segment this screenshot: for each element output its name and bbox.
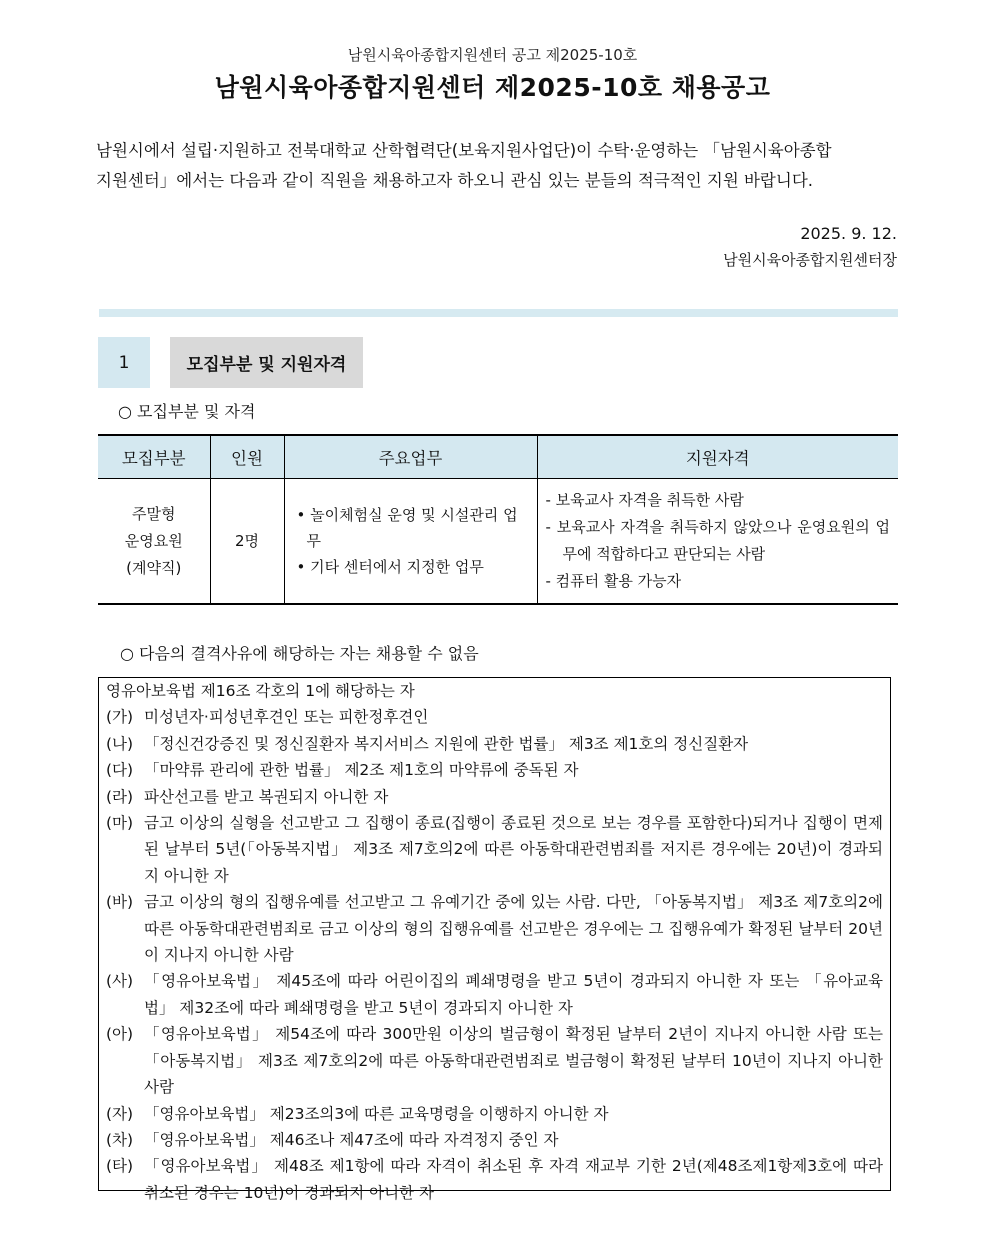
qualifications-cell <box>537 479 898 605</box>
column-header: 모집부분 <box>98 435 210 479</box>
item-mark: (아) <box>106 1025 134 1044</box>
section-title: 모집부분 및 지원자격 <box>170 337 363 388</box>
item-text: 「영유아보육법」 제54조에 따라 300만원 이상의 벌금형이 확정된 날부터 2년이 지나지 아니한 사람 또는 「아동복지법」 제3조 제7호의2에 따른 아동학대관련범죄로 벌금형이 확정된 날부터 10년이 지나지 아니한 사람 <box>144 1025 883 1097</box>
item-text: 「영유아보육법」 제46조나 제47조에 따라 자격정지 중인 자 <box>144 1130 559 1149</box>
list-item <box>106 784 883 810</box>
qualification-item: - 컴퓨터 활용 가능자 <box>545 572 682 590</box>
item-text: 「영유아보육법」 제48조 제1항에 따라 자격이 취소된 후 자격 재교부 기한 2년(제48조제1항제3호에 따라 취소된 경우는 10년)이 경과되지 아니한 자 <box>144 1157 883 1202</box>
intro-line: 남원시에서 설립·지원하고 전북대학교 산학협력단(보육지원사업단)이 수탁·운영하는 「남원시육아종합 <box>96 141 832 160</box>
column-header: 지원자격 <box>537 435 898 479</box>
list-item <box>106 810 883 889</box>
list-item <box>106 1127 883 1153</box>
item-text: 「영유아보육법」 제45조에 따라 어린이집의 폐쇄명령을 받고 5년이 경과되지 아니한 자 또는 「유아교육법」 제32조에 따라 폐쇄명령을 받고 5년이 경과되지 아니한 자 <box>144 972 883 1017</box>
qualification-item: - 보육교사 자격을 취득한 사람 <box>545 491 744 509</box>
headcount-cell: 2명 <box>210 479 284 605</box>
position-line: (계약직) <box>126 558 182 577</box>
position-cell <box>98 479 210 605</box>
intro-paragraph <box>96 136 898 196</box>
duty-item: • 놀이체험실 운영 및 시설관리 업무 <box>296 506 518 550</box>
item-mark: (가) <box>106 708 134 727</box>
item-text: 「영유아보육법」 제23조의3에 따른 교육명령을 이행하지 아니한 자 <box>144 1104 609 1123</box>
list-item <box>106 968 883 1021</box>
item-mark: (사) <box>106 972 134 991</box>
item-mark: (바) <box>106 893 134 912</box>
qualification-item: - 보육교사 자격을 취득하지 않았으나 운영요원의 업무에 적합하다고 판단되는 사람 <box>545 518 890 563</box>
list-item <box>106 757 883 783</box>
section-number-badge: 1 <box>98 337 150 388</box>
list-item <box>106 731 883 757</box>
notice-date: 2025. 9. 12. <box>800 224 897 243</box>
item-text: 금고 이상의 실형을 선고받고 그 집행이 종료(집행이 종료된 것으로 보는 경우를 포함한다)되거나 집행이 면제된 날부터 5년(「아동복지법」 제3조 제7호의2에 따른 아동학대관련범죄를 저지른 경우에는 20년)이 경과되지 아니한 자 <box>144 814 883 885</box>
notice-number: 남원시육아종합지원센터 공고 제2025-10호 <box>347 46 638 64</box>
list-item <box>106 1153 883 1206</box>
list-item <box>106 889 883 968</box>
position-line: 주말형 <box>132 504 176 523</box>
issuing-organization: 남원시육아종합지원센터장 <box>723 251 897 269</box>
item-text: 「마약류 관리에 관한 법률」 제2조 제1호의 마약류에 중독된 자 <box>144 761 579 780</box>
intro-line: 지원센터」에서는 다음과 같이 직원을 채용하고자 하오니 관심 있는 분들의 적극적인 지원 바랍니다. <box>96 171 813 190</box>
disqualification-box <box>98 677 891 1202</box>
page-title: 남원시육아종합지원센터 제2025-10호 채용공고 <box>214 73 771 102</box>
subheading-recruitment: ○ 모집부분 및 자격 <box>118 402 256 421</box>
item-mark: (라) <box>106 787 134 806</box>
table-row <box>98 479 898 605</box>
item-text: 파산선고를 받고 복권되지 아니한 자 <box>144 787 389 806</box>
recruitment-table <box>98 434 898 605</box>
item-mark: (타) <box>106 1157 134 1176</box>
item-text: 미성년자·피성년후견인 또는 피한정후견인 <box>144 708 429 727</box>
item-mark: (마) <box>106 814 134 833</box>
item-mark: (차) <box>106 1130 134 1149</box>
section-divider <box>99 309 898 317</box>
subheading-disqualification: ○ 다음의 결격사유에 해당하는 자는 채용할 수 없음 <box>120 644 479 663</box>
item-text: 「정신건강증진 및 정신질환자 복지서비스 지원에 관한 법률」 제3조 제1호의 정신질환자 <box>144 734 749 753</box>
item-mark: (나) <box>106 734 134 753</box>
position-line: 운영요원 <box>124 531 183 550</box>
table-header-row <box>98 435 898 479</box>
item-mark: (자) <box>106 1104 134 1123</box>
column-header: 인원 <box>210 435 284 479</box>
disqualification-lead: 영유아보육법 제16조 각호의 1에 해당하는 자 <box>106 682 415 700</box>
item-mark: (다) <box>106 761 134 780</box>
column-header: 주요업무 <box>284 435 537 479</box>
duty-item: • 기타 센터에서 지정한 업무 <box>296 558 484 576</box>
list-item <box>106 1101 883 1127</box>
list-item <box>106 704 883 730</box>
item-text: 금고 이상의 형의 집행유예를 선고받고 그 유예기간 중에 있는 사람. 다만, 「아동복지법」 제3조 제7호의2에 따른 아동학대관련범죄로 금고 이상의 형의 집행유예를 선고받은 경우에는 그 집행유예가 확정된 날부터 20년이 지나지 아니한 사람 <box>144 893 883 965</box>
list-item <box>106 1021 883 1100</box>
duties-cell <box>284 479 537 605</box>
